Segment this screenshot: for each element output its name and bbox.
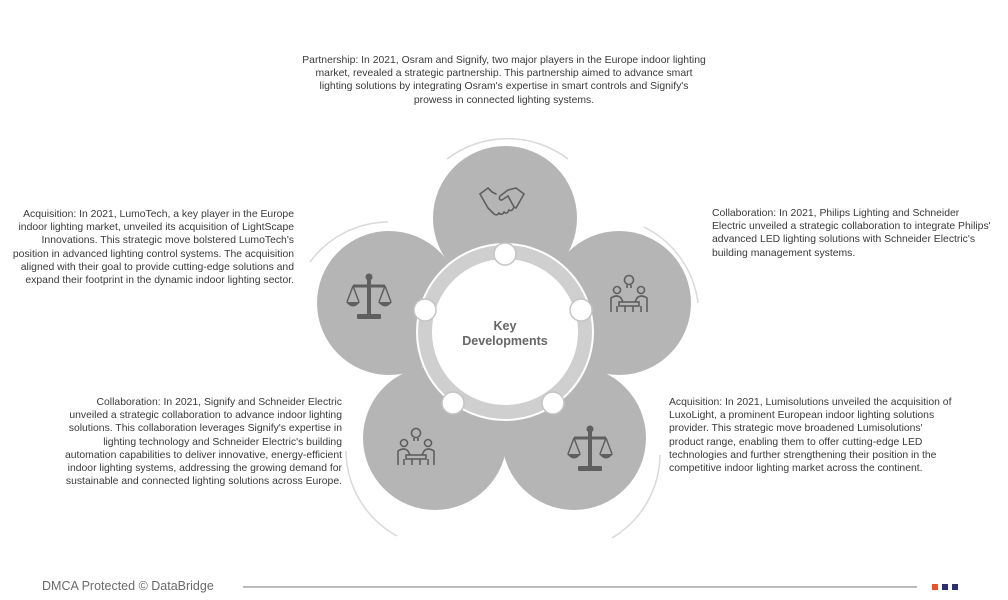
footer-copyright: DMCA Protected © DataBridge (42, 579, 214, 593)
development-text-bottom-right: Acquisition: In 2021, Lumisolutions unveiled the acquisition of LuxoLight, a prominent European indoor lighting solutions provider. This strategic move broadened Lumisolutions' product range, enabling them to offer cutting-edge LED technologies and further strengthening their position in the competitive indoor lighting market across the continent. (669, 397, 952, 475)
ring-node-top (494, 243, 516, 265)
ring-node-right (570, 299, 592, 321)
development-text-top: Partnership: In 2021, Osram and Signify, two major players in the Europe indoor lighting market, revealed a strategic partnership. This partnership aimed to advance smart lighting solutions by integrating Osram's expertise in smart controls and Signify's prowess in connected lighting systems. (302, 55, 706, 106)
ring-node-bottom-right (542, 392, 564, 414)
development-text-top-right: Collaboration: In 2021, Philips Lighting and Schneider Electric unveiled a strategic collaboration to integrate Philips' advanced LED lighting solutions with Schneider Electric's building management systems. (712, 208, 991, 259)
footer-square-2 (942, 584, 948, 590)
development-text-top-left: Acquisition: In 2021, LumoTech, a key player in the Europe indoor lighting market, unveiled its acquisition of LightScape Innovations. This strategic move bolstered LumoTech's position in advanced lighting control systems. The acquisition aligned with their goal to provide cutting-edge solutions and expand their footprint in the dynamic indoor lighting sector. (12, 209, 294, 287)
center-title-line2: Developments (462, 334, 548, 348)
footer-squares (932, 584, 958, 590)
footer-divider (243, 586, 917, 588)
ring-node-left (414, 299, 436, 321)
footer-square-3 (952, 584, 958, 590)
development-text-bottom-left: Collaboration: In 2021, Signify and Schneider Electric unveiled a strategic collaboration to advance indoor lighting solutions. This collaboration leverages Signify's expertise in lighting technology and Schneider Electric's building automation capabilities to deliver innovative, energy-efficient indoor lighting systems, addressing the growing demand for sustainable and connected lighting solutions across Europe. (64, 397, 342, 488)
center-title-line1: Key (493, 319, 517, 333)
ring-node-bottom-left (442, 392, 464, 414)
footer-square-1 (932, 584, 938, 590)
